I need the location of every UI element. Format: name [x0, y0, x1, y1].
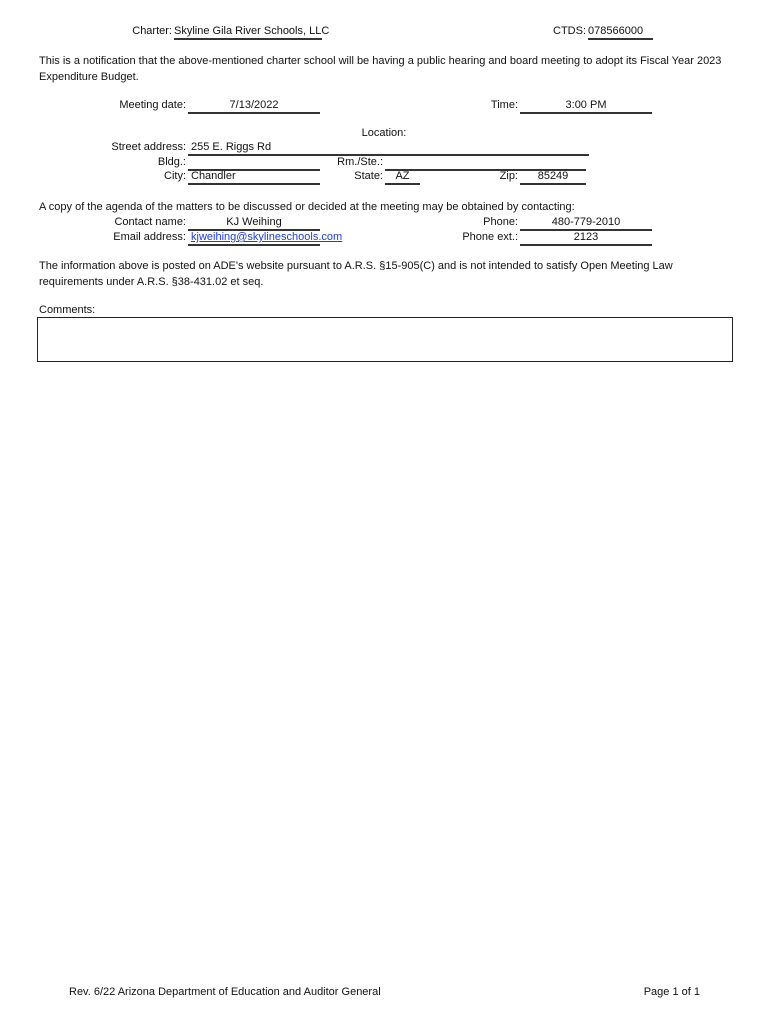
bldg-label: Bldg.: [157, 156, 186, 168]
location-heading: Location: [361, 127, 407, 139]
intro-paragraph: This is a notification that the above-mentioned charter school will be having a public hearing and board meeting to adopt its Fiscal Year 2023 Expenditure Budget. [39, 55, 722, 83]
footer-page-number: Page 1 of 1 [643, 986, 700, 998]
ctds-label: CTDS: [553, 25, 586, 37]
street-address-field[interactable]: 255 E. Riggs Rd [188, 141, 589, 156]
email-link[interactable]: kjweihing@skylineschools.com [191, 231, 343, 243]
city-field[interactable]: Chandler [188, 170, 320, 185]
phone-field[interactable]: 480-779-2010 [520, 216, 652, 231]
rm-ste-field[interactable] [385, 156, 586, 171]
email-field[interactable] [188, 231, 343, 246]
footer-revision: Rev. 6/22 Arizona Department of Education and Auditor General [69, 986, 381, 998]
rm-ste-label: Rm./Ste.: [337, 156, 383, 168]
time-field[interactable]: 3:00 PM [520, 99, 652, 114]
phone-ext-field[interactable]: 2123 [520, 231, 652, 246]
contact-name-label: Contact name: [114, 216, 186, 228]
agenda-text: A copy of the agenda of the matters to be discussed or decided at the meeting may be obtained by contacting: [39, 201, 575, 213]
time-label: Time: [490, 99, 518, 111]
info-paragraph: The information above is posted on ADE's website pursuant to A.R.S. §15-905(C) and is not intended to satisfy Open Meeting Law requirements under A.R.S. §38-431.02 et seq. [39, 260, 673, 288]
meeting-date-field[interactable]: 7/13/2022 [188, 99, 320, 114]
street-address-label: Street address: [111, 141, 186, 153]
contact-name-field[interactable]: KJ Weihing [188, 216, 320, 231]
zip-field[interactable]: 85249 [520, 170, 586, 185]
phone-label: Phone: [483, 216, 518, 228]
phone-ext-label: Phone ext.: [462, 231, 518, 243]
charter-field[interactable]: Skyline Gila River Schools, LLC [174, 25, 322, 40]
comments-label: Comments: [39, 304, 96, 316]
ctds-field[interactable]: 078566000 [588, 25, 653, 40]
charter-label: Charter: [132, 25, 172, 37]
state-field[interactable]: AZ [385, 170, 420, 185]
zip-label: Zip: [499, 170, 518, 182]
state-label: State: [354, 170, 383, 182]
comments-box[interactable] [37, 317, 733, 362]
email-label: Email address: [113, 231, 186, 243]
city-label: City: [164, 170, 186, 182]
meeting-date-label: Meeting date: [119, 99, 186, 111]
